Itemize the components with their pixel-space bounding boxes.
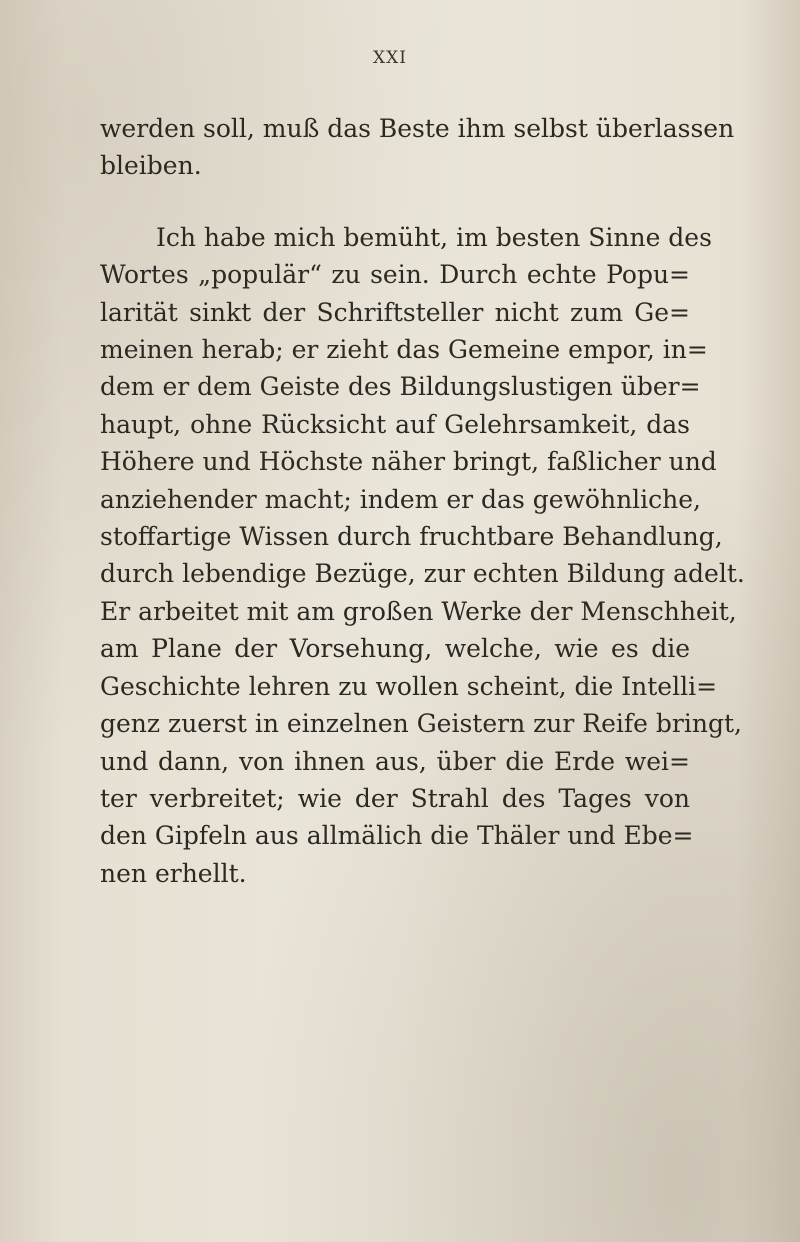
text-line: larität sinkt der Schriftsteller nicht zum Ge= xyxy=(100,297,690,327)
text-line: ter verbreitet; wie der Strahl des Tages von xyxy=(100,783,690,813)
text-line: bleiben. xyxy=(100,151,202,181)
text-line: durch lebendige Bezüge, zur echten Bildung adelt. xyxy=(100,559,745,589)
text-line: und dann, von ihnen aus, über die Erde wei= xyxy=(100,746,690,776)
text-line: Ich habe mich bemüht, im besten Sinne des xyxy=(156,222,712,252)
text-line: am Plane der Vorsehung, welche, wie es die xyxy=(100,634,690,664)
text-line: Geschichte lehren zu wollen scheint, die Intelli= xyxy=(100,671,718,701)
text-line: stoffartige Wissen durch fruchtbare Behandlung, xyxy=(100,522,723,552)
text-line: den Gipfeln aus allmälich die Thäler und Ebe= xyxy=(100,821,694,851)
paragraph-continuation xyxy=(100,110,735,185)
body-text xyxy=(100,110,745,892)
text-line: anziehender macht; indem er das gewöhnliche, xyxy=(100,484,702,514)
text-line: nen erhellt. xyxy=(100,858,247,888)
text-line: haupt, ohne Rücksicht auf Gelehrsamkeit, das xyxy=(100,409,690,439)
text-line: Höhere und Höchste näher bringt, faßlicher und xyxy=(100,447,717,477)
page-number: XXI xyxy=(373,48,407,68)
text-line: Wortes „populär“ zu sein. Durch echte Popu= xyxy=(100,260,690,290)
text-line: genz zuerst in einzelnen Geistern zur Reife bringt, xyxy=(100,709,742,739)
paragraph-popularity xyxy=(100,219,745,892)
text-line: werden soll, muß das Beste ihm selbst überlassen xyxy=(100,114,735,143)
text-line: Er arbeitet mit am großen Werke der Menschheit, xyxy=(100,596,737,626)
text-line: meinen herab; er zieht das Gemeine empor, in= xyxy=(100,335,708,365)
text-line: dem er dem Geiste des Bildungslustigen über= xyxy=(100,372,701,402)
